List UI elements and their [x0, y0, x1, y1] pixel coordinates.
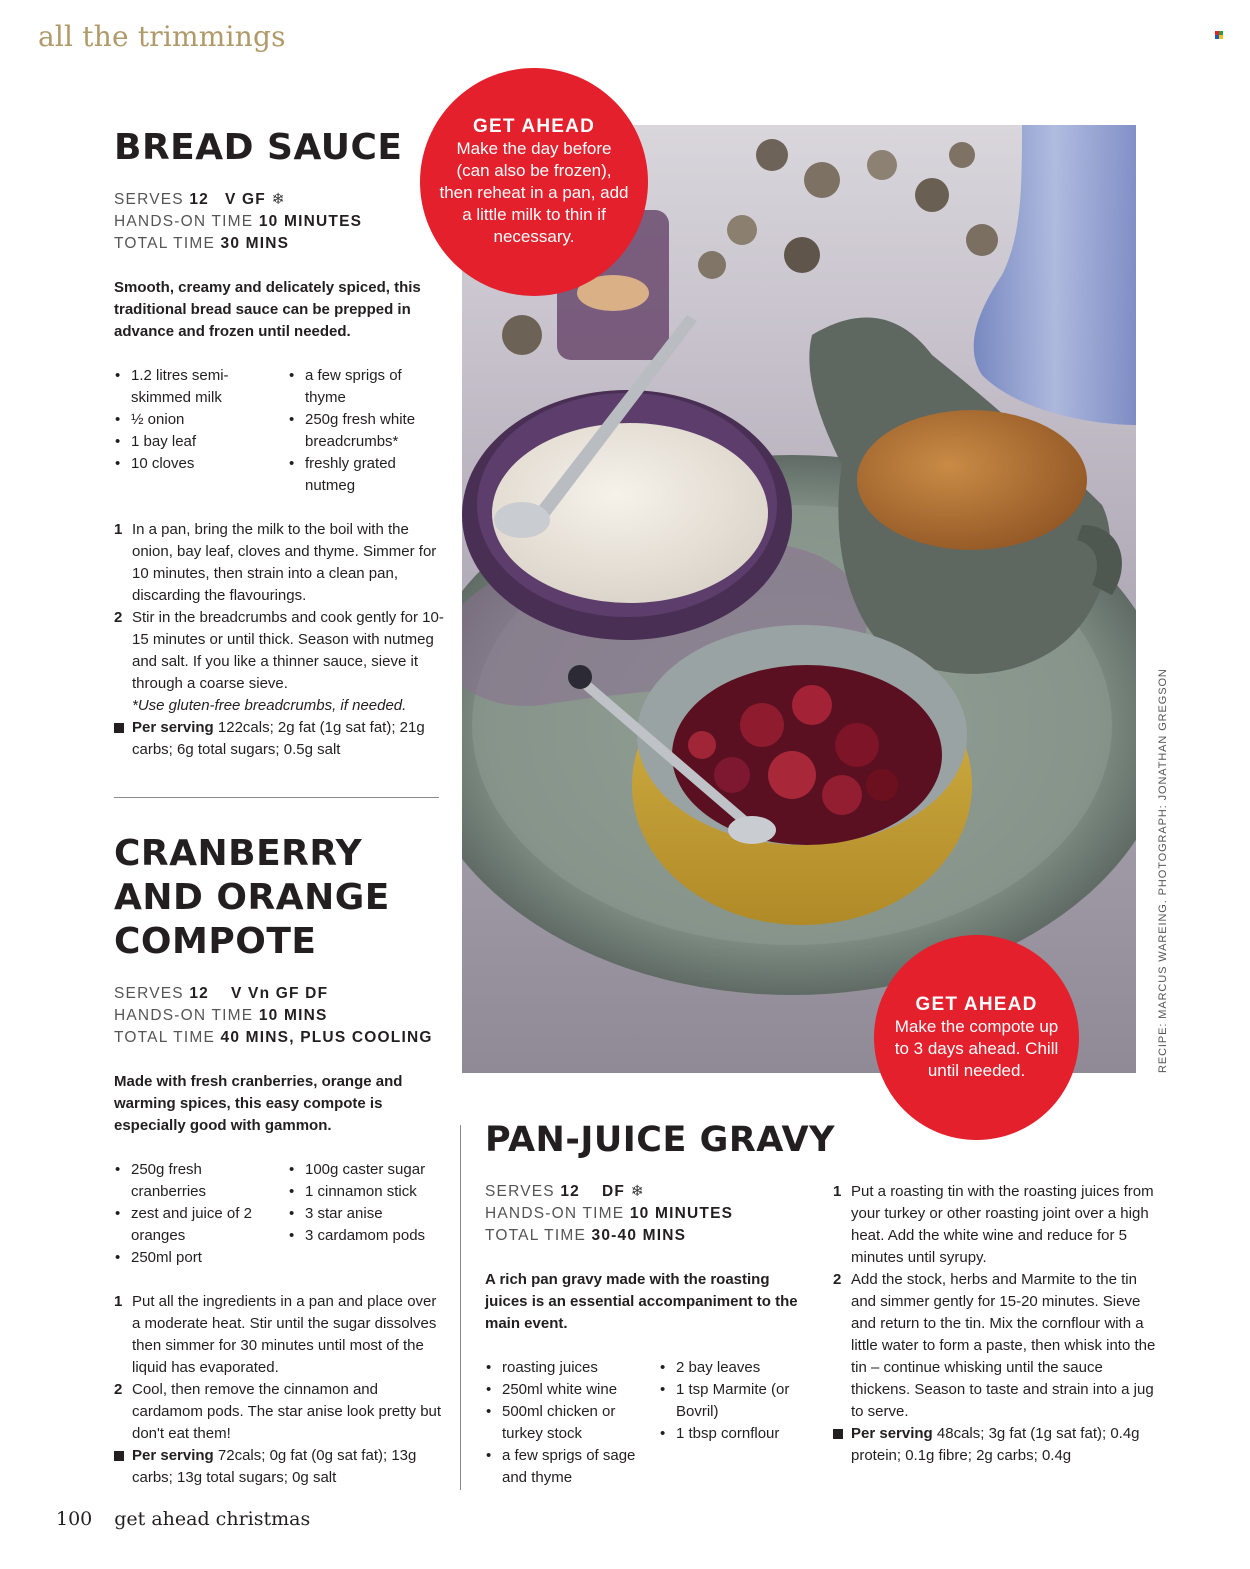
diet-tags: V GF [224, 191, 266, 208]
method-step: 1 Put all the ingredients in a pan and place over a moderate heat. Stir until the sugar dissolves then simmer for 30 minutes until most of the liquid has evaporated. [114, 1293, 437, 1376]
gravy-ingredients-col2 [659, 1357, 809, 1445]
ingredient-item: • 100g caster sugar [288, 1159, 448, 1181]
snowflake-icon: ❄ [630, 1183, 645, 1200]
cranberry-method [114, 1291, 444, 1489]
total-time-value: 30-40 MINS [591, 1227, 687, 1244]
method-step: 2 Cool, then remove the cinnamon and cardamom pods. The star anise look pretty but don't eat them! [114, 1381, 442, 1442]
cranberry-meta [114, 983, 433, 1049]
serves-value: 12 [189, 191, 209, 208]
per-serving: Per serving 48cals; 3g fat (1g sat fat); 0.4g protein; 0.1g fibre; 2g carbs; 0.4g [833, 1423, 1158, 1467]
ingredient-item: • 3 cardamom pods [288, 1225, 448, 1247]
total-time-label: TOTAL TIME [114, 235, 215, 252]
ingredient-item: • 250ml port [114, 1247, 264, 1269]
column-divider [460, 1125, 461, 1490]
serves-label: SERVES [114, 985, 184, 1002]
ingredient-item: • ½ onion [114, 409, 264, 431]
bread-sauce-intro: Smooth, creamy and delicately spiced, this traditional bread sauce can be prepped in advance and frozen until needed. [114, 279, 421, 340]
bread-sauce-method [114, 519, 444, 761]
ingredient-item: • 250g fresh white breadcrumbs* [288, 409, 438, 453]
gravy-title: PAN-JUICE GRAVY [485, 1120, 835, 1160]
hands-on-label: HANDS-ON TIME [114, 213, 254, 230]
hands-on-value: 10 MINUTES [258, 213, 363, 230]
bread-sauce-ingredients-col1 [114, 365, 264, 475]
gravy-intro: A rich pan gravy made with the roasting juices is an essential accompaniment to the main event. [485, 1271, 798, 1332]
page-footer [56, 1508, 310, 1530]
square-bullet-icon [114, 723, 124, 733]
diet-tags: V Vn GF DF [230, 985, 329, 1002]
ingredient-item: • 2 bay leaves [659, 1357, 809, 1379]
method-step: 2 Stir in the breadcrumbs and cook gently for 10-15 minutes or until thick. Season with nutmeg and salt. If you like a thinner sauce, sieve it through a coarse sieve. [114, 609, 444, 692]
serves-value: 12 [189, 985, 209, 1002]
total-time-label: TOTAL TIME [485, 1227, 586, 1244]
per-serving: Per serving 122cals; 2g fat (1g sat fat); 21g carbs; 6g total sugars; 0.5g salt [114, 717, 444, 761]
method-step: 2 Add the stock, herbs and Marmite to the tin and simmer gently for 15-20 minutes. Sieve and return to the tin. Mix the cornflour with a little water to form a paste, then whisk into the tin – continue whisking until the sauce thickens. Season to taste and strain into a jug to serve. [833, 1271, 1156, 1420]
snowflake-icon: ❄ [271, 191, 286, 208]
method-step: 1 Put a roasting tin with the roasting juices from your turkey or other roasting joint over a high heat. Add the white wine and reduce for 5 minutes until syrupy. [833, 1183, 1154, 1266]
magazine-name: get ahead christmas [114, 1508, 311, 1530]
get-ahead-badge-cranberry: GET AHEAD Make the compote up to 3 days ahead. Chill until needed. [874, 935, 1079, 1140]
ingredient-item: • zest and juice of 2 oranges [114, 1203, 264, 1247]
gravy-meta [485, 1181, 733, 1247]
section-header: all the trimmings [38, 20, 286, 53]
corner-color-mark [1215, 31, 1223, 38]
serves-label: SERVES [485, 1183, 555, 1200]
ingredient-item: • 10 cloves [114, 453, 264, 475]
ingredient-item: • 250g fresh cranberries [114, 1159, 264, 1203]
ingredient-item: • 1.2 litres semi-skimmed milk [114, 365, 264, 409]
serves-label: SERVES [114, 191, 184, 208]
gravy-method [833, 1181, 1158, 1467]
square-bullet-icon [114, 1451, 124, 1461]
hands-on-value: 10 MINUTES [629, 1205, 734, 1222]
ingredient-item: • a few sprigs of thyme [288, 365, 438, 409]
hands-on-value: 10 MINS [258, 1007, 328, 1024]
ingredient-item: • 3 star anise [288, 1203, 448, 1225]
get-ahead-badge-bread-sauce: GET AHEAD Make the day before (can also be frozen), then reheat in a pan, add a little milk to thin if necessary. [420, 68, 648, 296]
cranberry-intro: Made with fresh cranberries, orange and warming spices, this easy compote is especially good with gammon. [114, 1073, 403, 1134]
per-serving: Per serving 72cals; 0g fat (0g sat fat); 13g carbs; 13g total sugars; 0g salt [114, 1445, 444, 1489]
ingredient-item: • freshly grated nutmeg [288, 453, 438, 497]
ingredient-item: • 1 bay leaf [114, 431, 264, 453]
bread-sauce-title: BREAD SAUCE [114, 127, 403, 168]
total-time-value: 30 MINS [220, 235, 290, 252]
square-bullet-icon [833, 1429, 843, 1439]
ingredient-item: • 500ml chicken or turkey stock [485, 1401, 655, 1445]
ingredient-item: • 1 tbsp cornflour [659, 1423, 809, 1445]
total-time-value: 40 MINS, PLUS COOLING [220, 1029, 433, 1046]
recipe-divider [114, 797, 439, 798]
gravy-ingredients-col1 [485, 1357, 655, 1489]
bread-sauce-meta [114, 189, 362, 255]
recipe-note: *Use gluten-free breadcrumbs, if needed. [132, 697, 407, 714]
page-number: 100 [56, 1508, 93, 1530]
photo-credit: RECIPE: MARCUS WAREING. PHOTOGRAPH: JONATHAN GREGSON [1157, 668, 1169, 1073]
diet-tags: DF [601, 1183, 626, 1200]
cranberry-ingredients-col1 [114, 1159, 264, 1269]
total-time-label: TOTAL TIME [114, 1029, 215, 1046]
serves-value: 12 [560, 1183, 580, 1200]
method-step: 1 In a pan, bring the milk to the boil with the onion, bay leaf, cloves and thyme. Simmer for 10 minutes, then strain into a clean pan, discarding the flavourings. [114, 521, 437, 604]
ingredient-item: • 250ml white wine [485, 1379, 655, 1401]
ingredient-item: • roasting juices [485, 1357, 655, 1379]
bread-sauce-ingredients-col2 [288, 365, 438, 497]
ingredient-item: • 1 tsp Marmite (or Bovril) [659, 1379, 809, 1423]
hands-on-label: HANDS-ON TIME [485, 1205, 625, 1222]
ingredient-item: • 1 cinnamon stick [288, 1181, 448, 1203]
cranberry-title: CRANBERRY AND ORANGE COMPOTE [114, 833, 390, 962]
hands-on-label: HANDS-ON TIME [114, 1007, 254, 1024]
cranberry-ingredients-col2 [288, 1159, 448, 1247]
ingredient-item: • a few sprigs of sage and thyme [485, 1445, 655, 1489]
